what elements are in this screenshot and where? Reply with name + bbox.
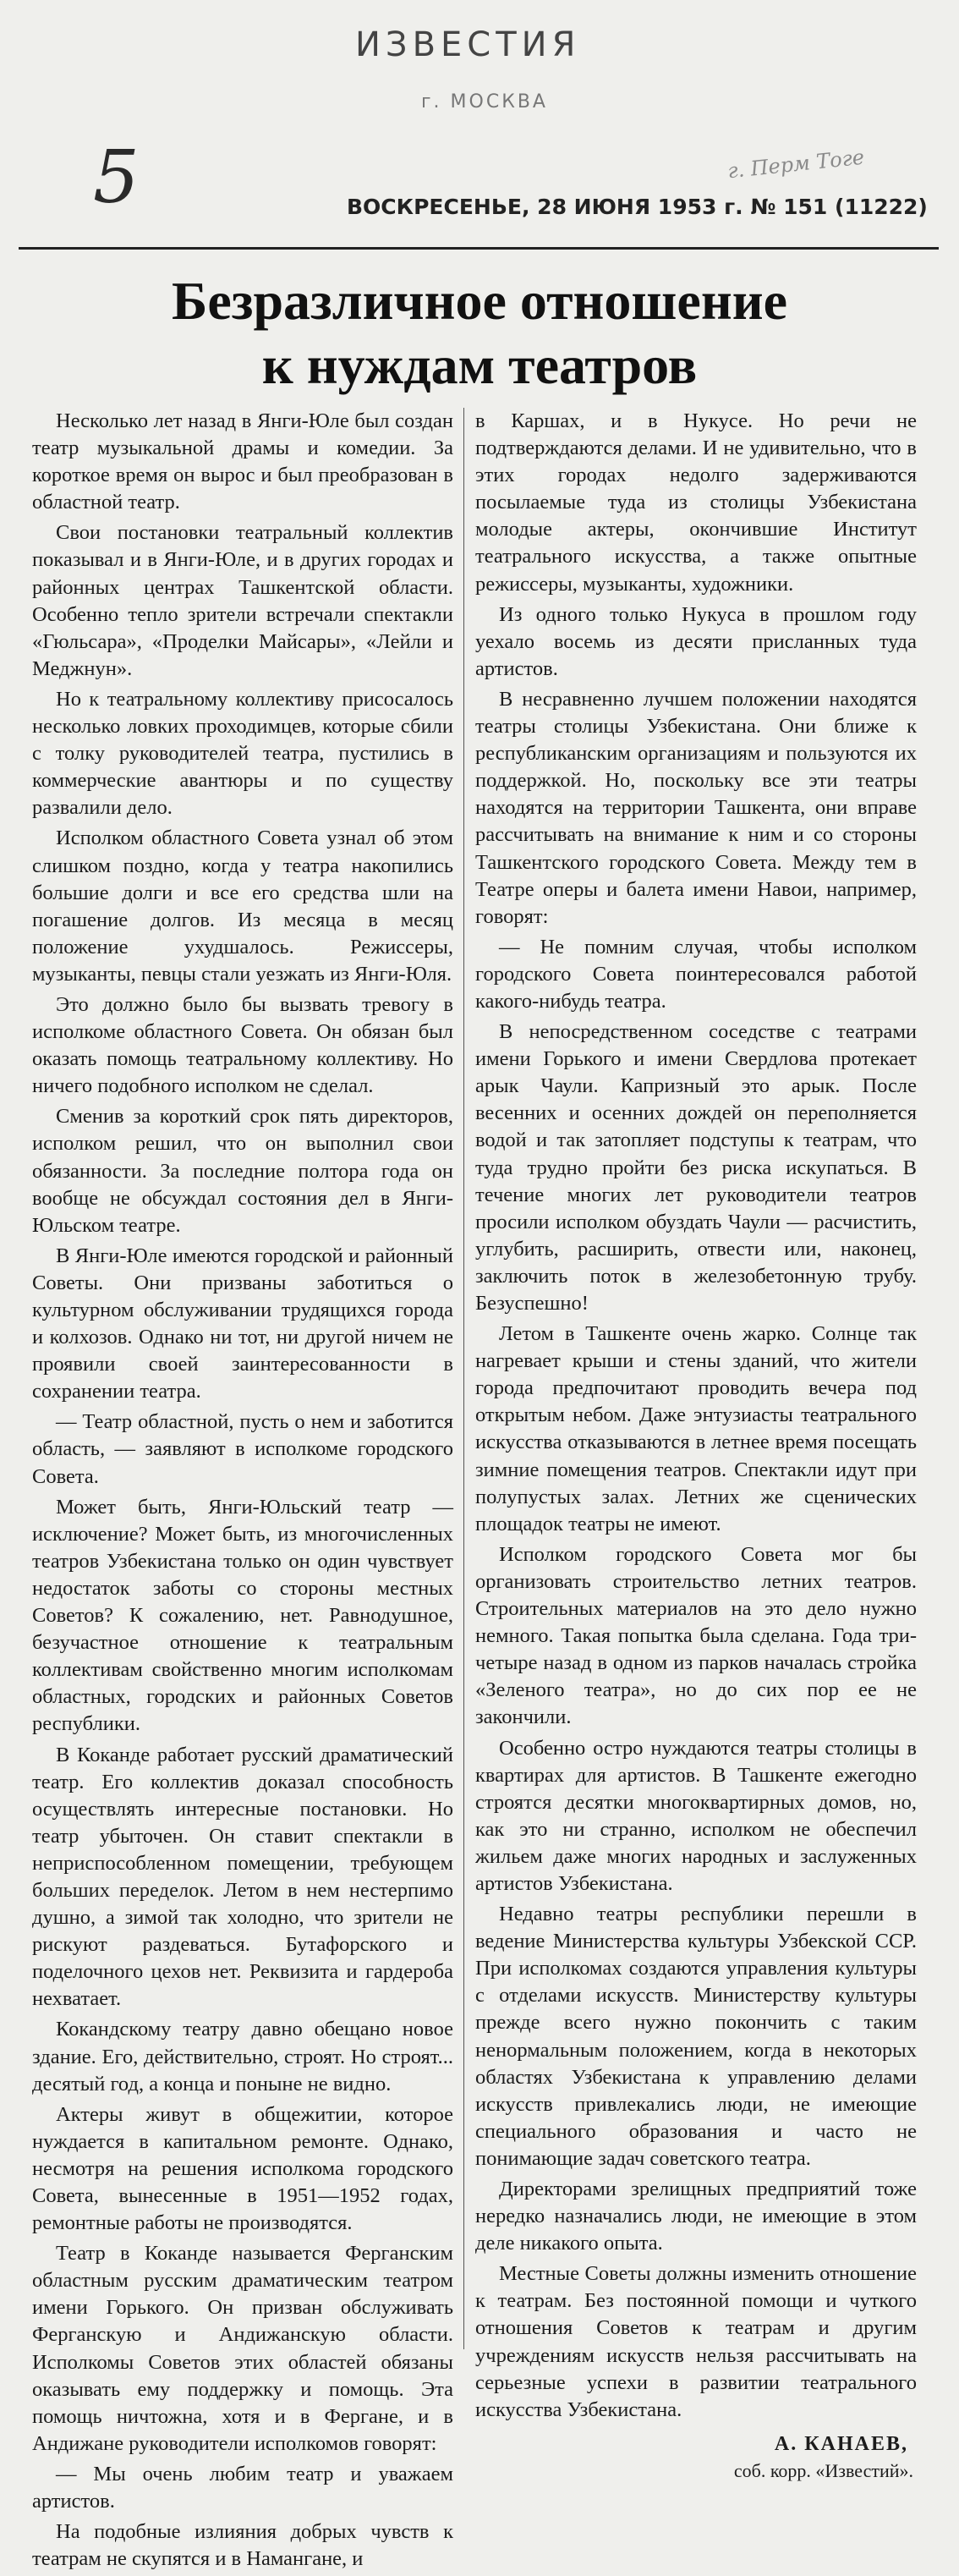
city-stamp: г. МОСКВА — [421, 91, 548, 113]
paragraph: Актеры живут в общежитии, которое нуждается в капитальном ремонте. Однако, несмотря на решения исполкома городского Совета, вынесенные в 1951—1952 годах, ремонтные работы не производятся. — [32, 2102, 453, 2235]
paragraph: В Коканде работает русский драматический театр. Его коллектив доказал способность осуществлять интересные постановки. Но театр убыточен. Он ставит спектакли в неприспособленном помещении, требующем больших переделок. Летом в нем нестерпимо душно, а зимой так холодно, что зрители не рискуют раздеваться. Бутафорского и поделочного цехов нет. Реквизита и гардероба нехватает. — [32, 1743, 453, 2011]
paragraph: В непосредственном соседстве с театрами имени Горького и имени Свердлова протекает арык Чаули. Капризный это арык. После весенних и осенних дождей он переполняется водой и так затопляет подступы к театрам, что туда трудно пройти без риска искупаться. В течение многих лет руководители театров просили исполком обуздать Чаули — расчистить, углубить, расширить, отвести или, наконец, заключить поток в железобетонную трубу. Безуспешно! — [475, 1020, 917, 1315]
article-headline — [0, 269, 959, 398]
paragraph: В Янги-Юле имеются городской и районный Советы. Они призваны заботиться о культурном обслуживании трудящихся города и колхозов. Однако ни тот, ни другой ничем не проявили своей заинтересованности в сохранении театра. — [32, 1244, 453, 1403]
paragraph: На подобные излияния добрых чувств к театрам не скупятся и в Намангане, и — [32, 2520, 453, 2571]
handwritten-note: г. Перм Тоге — [726, 145, 866, 184]
paragraph: в Каршах, и в Нукусе. Но речи не подтверждаются делами. И не удивительно, что в этих городах недолго задерживаются посылаемые туда из столицы Узбекистана молодые актеры, окончившие Институт театрального искусства, а также опытные режиссеры, музыканты, художники. — [475, 409, 917, 596]
paragraph: В несравненно лучшем положении находятся театры столицы Узбекистана. Они ближе к республиканским организациям и пользуются их поддержкой. Но, поскольку все эти театры находятся на территории Ташкента, они вправе рассчитывать на внимание к ним и со стороны Ташкентского городского Совета. Между тем в Театре оперы и балета имени Навои, например, говорят: — [475, 687, 917, 928]
paragraph: Сменив за короткий срок пять директоров, исполком решил, что он выполнил свои обязанности. За последние полтора года он вообще не обсуждал состояния дел в Янги-Юльском театре. — [32, 1105, 453, 1237]
paragraph: Особенно остро нуждаются театры столицы в квартирах для артистов. В Ташкенте ежегодно строятся десятки многоквартирных домов, но, как это ни странно, исполком не обеспечил жильем даже многих народных и заслуженных артистов Узбекистана. — [475, 1736, 917, 1895]
author-title: соб. корр. «Известий». — [733, 2459, 913, 2481]
article-column-left — [32, 408, 453, 2576]
masthead — [0, 0, 959, 245]
author-signature: А. КАНАЕВ, — [774, 2432, 908, 2455]
paragraph: — Театр областной, пусть о нем и заботится область, — заявляют в исполкоме городского Совета. — [32, 1410, 453, 1488]
headline-line-2: к нуждам театров — [261, 335, 698, 395]
header-rule — [19, 247, 939, 250]
paragraph: Свои постановки театральный коллектив показывал и в Янги-Юле, и в других городах и районных центрах Ташкентской области. Особенно тепло зрители встречали спектакли «Гюльсара», «Проделки Майсары», «Лейли и Меджнун». — [32, 521, 453, 680]
paragraph: Исполком областного Совета узнал об этом слишком поздно, когда у театра накопились большие долги и все его средства шли на погашение долгов. Из месяца в месяц положение ухудшалось. Режиссеры, музыканты, певцы стали уезжать из Янги-Юля. — [32, 827, 453, 986]
headline-line-1: Безразличное отношение — [172, 271, 787, 331]
paragraph: Театр в Коканде называется Ферганским областным русским драматическим театром имени Горького. Он призван обслуживать Ферганскую и Андижанскую области. Исполкомы Советов этих областей обязаны оказывать ему поддержку и помощь. Эта помощь ничтожна, хотя и в Фергане, и в Андижане руководители исполкомов говорят: — [32, 2242, 453, 2455]
paragraph: Местные Советы должны изменить отношение к театрам. Без постоянной помощи и чуткого отношения Советов к театрам и другим учреждениям искусств нельзя рассчитывать на серьезные успехи в развитии театрального искусства Узбекистана. — [475, 2262, 917, 2421]
paragraph: — Мы очень любим театр и уважаем артистов. — [32, 2462, 453, 2513]
paragraph: Из одного только Нукуса в прошлом году уехало восемь из десяти присланных туда артистов. — [475, 602, 917, 680]
handwritten-page-number: 5 — [93, 135, 140, 220]
paragraph: Директорами зрелищных предприятий тоже нередко назначались люди, не имеющие в этом деле никакого опыта. — [475, 2178, 917, 2255]
paragraph: Но к театральному коллективу присосалось несколько ловких проходимцев, которые сбили с толку руководителей театра, пустились в коммерческие авантюры и по существу развалили дело. — [32, 687, 453, 820]
paragraph: Исполком городского Совета мог бы организовать строительство летних театров. Строительных материалов на это дело нужно немного. Такая попытка была сделана. Года три-четыре назад в одном из парков началась стройка «Зеленого театра», но до сих пор ее не закончили. — [475, 1542, 917, 1729]
paragraph: Это должно было бы вызвать тревогу в исполкоме областного Совета. Он обязан был оказать помощь театральному коллективу. Но ничего подобного исполком не сделал. — [32, 992, 453, 1098]
paragraph: Несколько лет назад в Янги-Юле был создан театр музыкальной драмы и комедии. За короткое время он вырос и был преобразован в областной театр. — [32, 409, 453, 514]
article-column-right — [475, 408, 917, 2485]
paragraph: Кокандскому театру давно обещано новое здание. Его, действительно, строят. Но строят... десятый год, а конца и поныне не видно. — [32, 2018, 453, 2095]
paragraph: Летом в Ташкенте очень жарко. Солнце так нагревает крыши и стены зданий, что жители города предпочитают проводить вечера под открытым небом. Даже энтузиасты театрального искусства отказываются в летнее время посещать зимние помещения театров. Спектакли идут при полупустых залах. Летних же сценических площадок театры не имеют. — [475, 1322, 917, 1535]
paragraph: — Не помним случая, чтобы исполком городского Совета поинтересовался работой какого-нибудь театра. — [475, 935, 917, 1013]
column-divider — [463, 408, 464, 2349]
issue-dateline: ВОСКРЕСЕНЬЕ, 28 ИЮНЯ 1953 г. № 151 (11222) — [347, 195, 928, 219]
newspaper-name-stamp: ИЗВЕСТИЯ — [355, 25, 581, 64]
paragraph: Может быть, Янги-Юльский театр — исключение? Может быть, из многочисленных театров Узбекистана только он один чувствует недостаток заботы со стороны местных Советов? К сожалению, нет. Равнодушное, безучастное отношение к театральным коллективам свойственно многим исполкомам областных, городских и районных Советов республики. — [32, 1495, 453, 1736]
paragraph: Недавно театры республики перешли в ведение Министерства культуры Узбекской ССР. При исполкомах создаются управления культуры с отделами искусств. Министерству культуры прежде всего нужно покончить с таким ненормальным положением, когда в некоторых областях Узбекистана к управлению делами искусств привлекались люди, не имеющие специального образования и часто не понимающие задач советского театра. — [475, 1903, 917, 2170]
